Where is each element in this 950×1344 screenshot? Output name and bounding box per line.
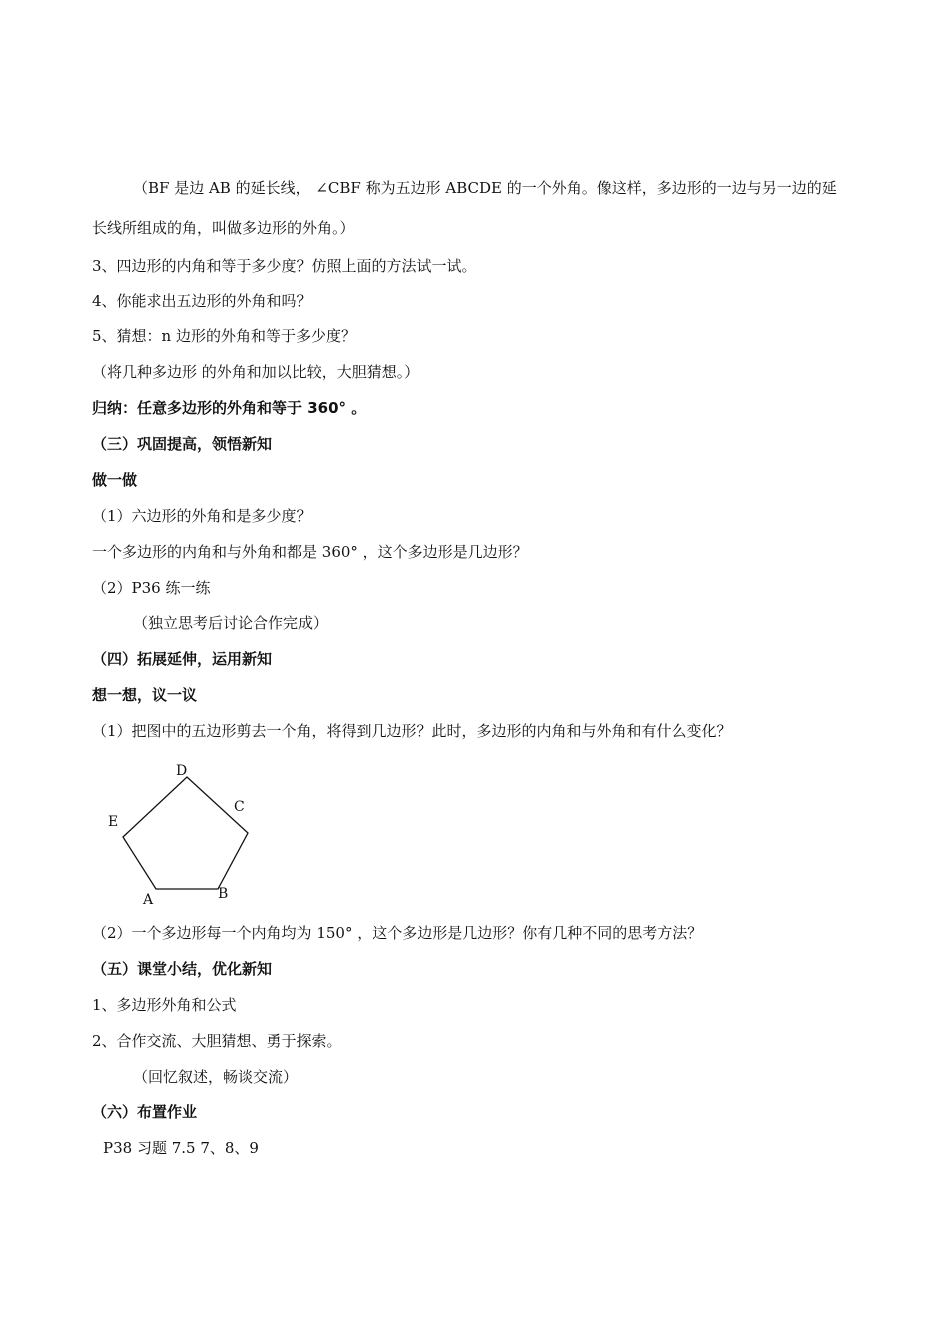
vertex-label-e: E [108, 814, 119, 830]
paragraph-exterior-angle-definition: （BF 是边 AB 的延长线， ∠CBF 称为五边形 ABCDE 的一个外角。像这样，多边形的一边与另一边的延 [133, 179, 837, 197]
subheading-try: 做一做 [92, 471, 138, 489]
question-4: 4、你能求出五边形的外角和吗？ [92, 292, 312, 310]
pentagon-figure [100, 755, 260, 910]
vertex-label-c: C [234, 799, 245, 815]
paragraph-exterior-angle-definition-cont: 长线所组成的角，叫做多边形的外角。） [92, 219, 355, 237]
question-5: 5、猜想：n 边形的外角和等于多少度？ [92, 327, 356, 345]
summary-2: 2、合作交流、大胆猜想、勇于探索。 [92, 1032, 342, 1050]
summary-1: 1、多边形外角和公式 [92, 996, 237, 1014]
vertex-label-d: D [176, 763, 188, 779]
discussion-1: （1）把图中的五边形剪去一个角，将得到几边形？此时，多边形的内角和与外角和有什么变化？ [92, 722, 732, 740]
vertex-label-b: B [218, 886, 229, 902]
exercise-1: （1）六边形的外角和是多少度？ [92, 507, 312, 525]
pentagon-shape [123, 777, 248, 889]
homework: P38 习题 7.5 7、8、9 [103, 1139, 259, 1157]
subheading-think: 想一想，议一议 [92, 686, 198, 704]
discussion-2: （2）一个多边形每一个内角均为 150° ，这个多边形是几边形？你有几种不同的思考方法？ [92, 924, 703, 942]
summary-note: （回忆叙述，畅谈交流） [133, 1068, 299, 1086]
section-heading-3: （三）巩固提高，领悟新知 [92, 435, 273, 453]
exercise-2-note: （独立思考后讨论合作完成） [133, 614, 329, 632]
question-3: 3、四边形的内角和等于多少度？仿照上面的方法试一试。 [92, 257, 477, 275]
section-heading-4: （四）拓展延伸，运用新知 [92, 650, 273, 668]
exercise-1b: 一个多边形的内角和与外角和都是 360° ，这个多边形是几边形？ [92, 543, 528, 561]
vertex-label-a: A [143, 892, 154, 908]
section-heading-5: （五）课堂小结，优化新知 [92, 960, 273, 978]
conclusion: 归纳：任意多边形的外角和等于 360° 。 [92, 399, 367, 417]
section-heading-6: （六）布置作业 [92, 1103, 198, 1121]
exercise-2: （2）P36 练一练 [92, 579, 211, 597]
hint-compare: （将几种多边形 的外角和加以比较，大胆猜想。） [92, 363, 420, 381]
